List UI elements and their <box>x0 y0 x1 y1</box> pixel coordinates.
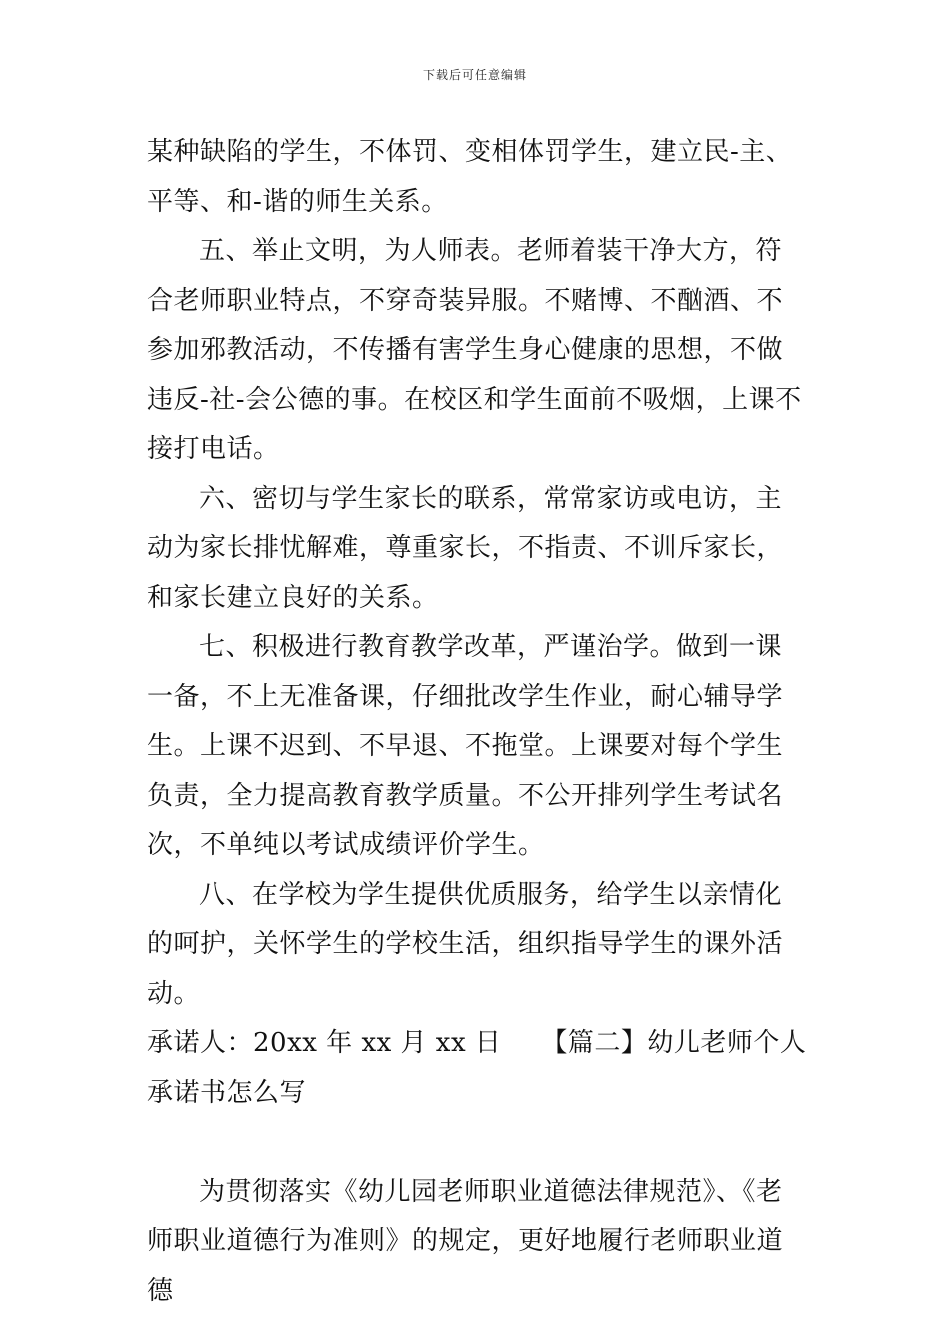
paragraph-item-7: 七、积极进行教育教学改革，严谨治学。做到一课一备，不上无准备课，仔细批改学生作业，耐心辅导学生。上课不迟到、不早退、不拖堂。上课要对每个学生负责，全力提高教育教学质量。不公开排列学生考试名次，不单纯以考试成绩评价学生。 <box>147 632 784 860</box>
paragraph-item-8: 八、在学校为学生提供优质服务，给学生以亲情化的呵护，关怀学生的学校生活，组织指导学生的课外活动。 <box>147 879 784 1009</box>
page-header: 下载后可任意编辑 <box>422 68 527 82</box>
paragraph-item-5: 五、举止文明，为人师表。老师着装干净大方，符合老师职业特点，不穿奇装异服。不赌博、不酗酒、不参加邪教活动，不传播有害学生身心健康的思想，不做违反-社-会公德的事。在校区和学生面前不吸烟，上课不接打电话。 <box>147 236 802 464</box>
paragraph-continuation: 某种缺陷的学生，不体罚、变相体罚学生，建立民-主、平等、和-谐的师生关系。 <box>147 137 793 217</box>
paragraph-intro: 为贯彻落实《幼儿园老师职业道德法律规范》、《老师职业道德行为准则》的规定，更好地履行老师职业道德 <box>147 1176 784 1306</box>
document-body <box>147 128 807 1316</box>
blank-line <box>147 1118 807 1168</box>
signature-and-section-heading: 承诺人：20xx 年 xx 月 xx 日 【篇二】幼儿老师个人承诺书怎么写 <box>147 1028 807 1108</box>
paragraph-item-6: 六、密切与学生家长的联系，常常家访或电访，主动为家长排忧解难，尊重家长，不指责、不训斥家长，和家长建立良好的关系。 <box>147 483 784 613</box>
